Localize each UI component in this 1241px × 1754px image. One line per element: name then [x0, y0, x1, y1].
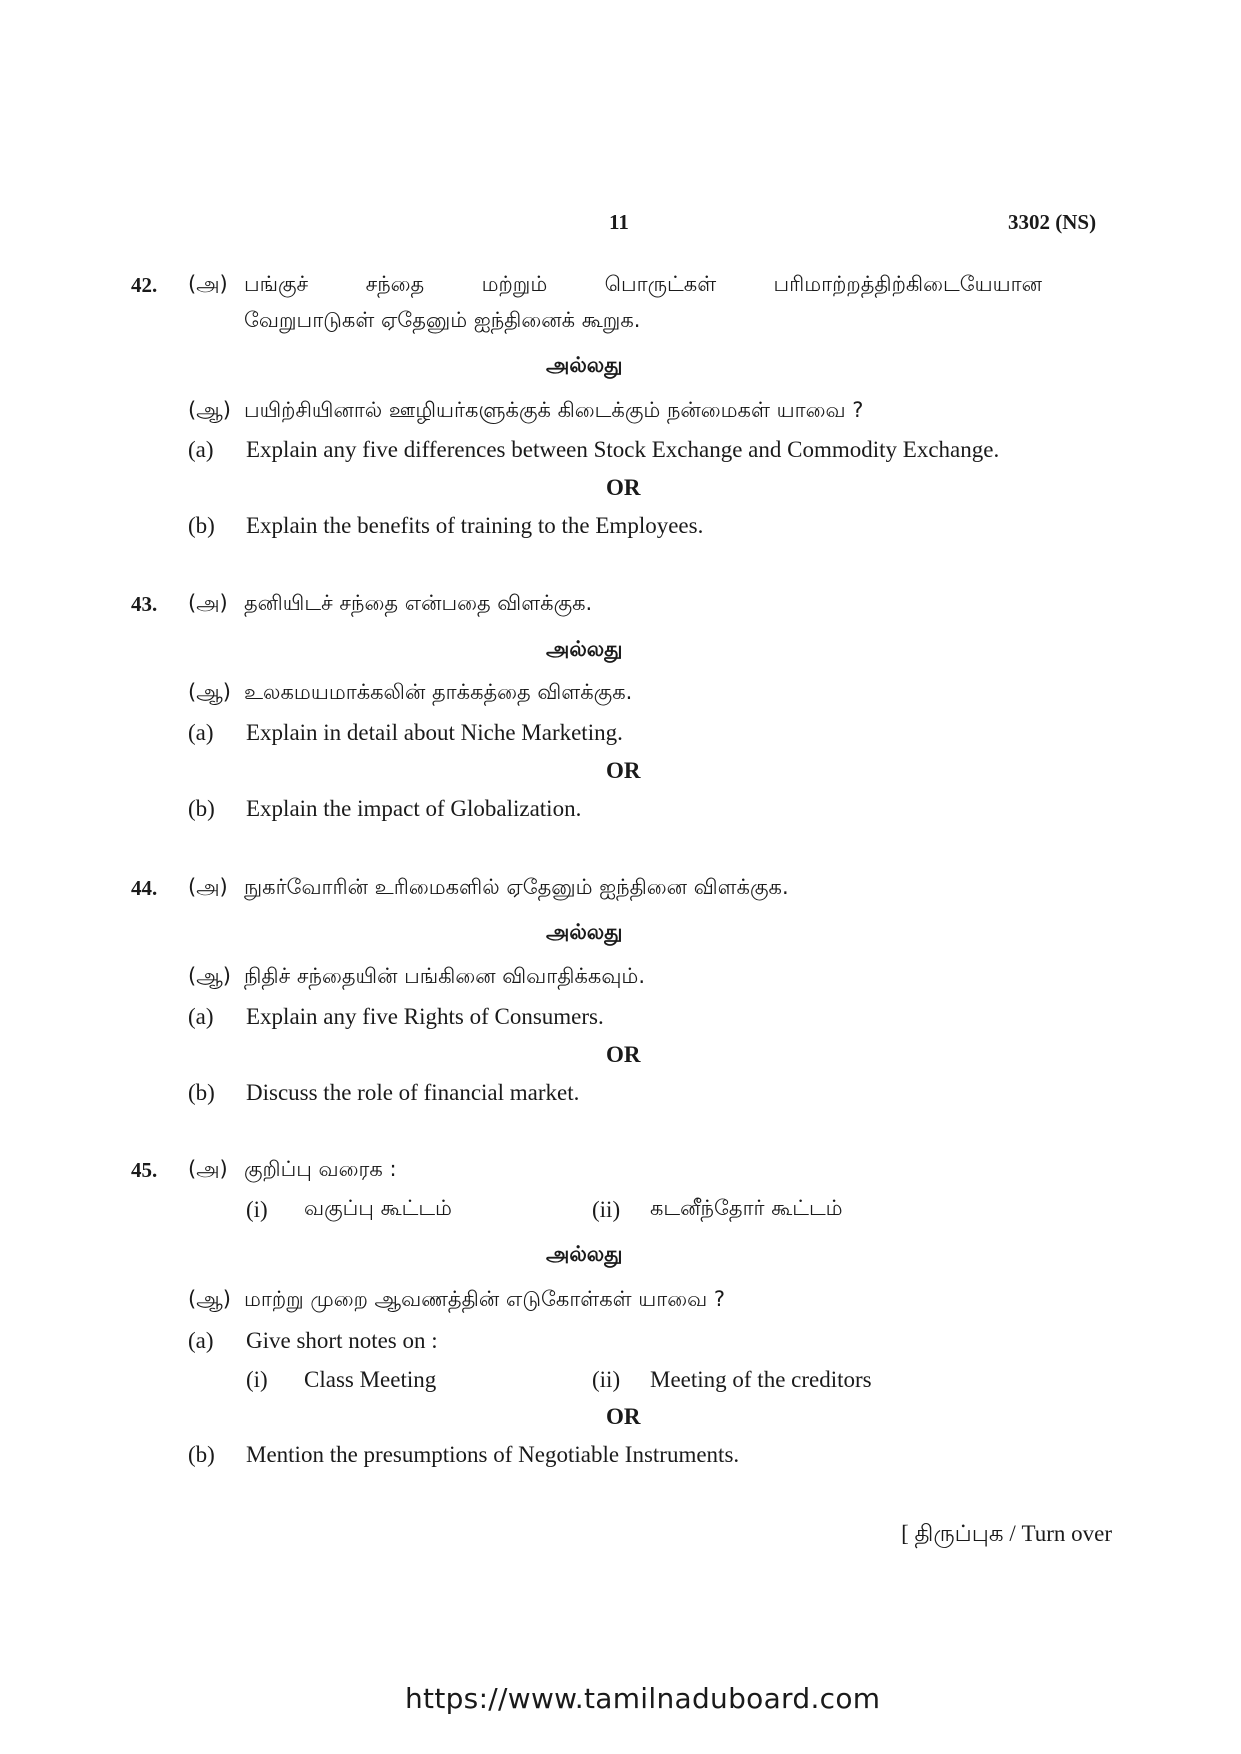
paper-code: 3302 (NS)	[1008, 210, 1097, 234]
english-option-a-marker: (a)	[188, 1004, 214, 1029]
tamil-option-a-marker: (அ)	[188, 591, 228, 615]
word: பொருட்கள்	[604, 272, 717, 296]
page-number: 11	[609, 210, 629, 234]
tamil-option-a-marker: (அ)	[188, 1157, 228, 1181]
english-option-b: Explain the benefits of training to the Employees.	[246, 513, 704, 538]
question-number: 44.	[131, 876, 158, 900]
english-sub-item: Class Meeting	[304, 1367, 437, 1392]
english-option-a-marker: (a)	[188, 720, 214, 745]
tamil-option-b: உலகமயமாக்கலின் தாக்கத்தை விளக்குக.	[244, 680, 633, 704]
tamil-option-b-marker: (ஆ)	[188, 680, 231, 704]
tamil-option-b-marker: (ஆ)	[188, 398, 231, 422]
english-option-a: Explain any five differences between Stock Exchange and Commodity Exchange.	[246, 437, 1000, 462]
english-option-b: Discuss the role of financial market.	[246, 1080, 580, 1105]
tamil-option-b: நிதிச் சந்தையின் பங்கினை விவாதிக்கவும்.	[244, 964, 645, 988]
tamil-option-a: தனியிடச் சந்தை என்பதை விளக்குக.	[244, 591, 593, 615]
english-option-a-marker: (a)	[188, 1328, 214, 1353]
english-option-b: Explain the impact of Globalization.	[246, 796, 582, 821]
tamil-or-separator: அல்லது	[546, 920, 623, 944]
tamil-or-separator: அல்லது	[546, 1242, 623, 1266]
website-url[interactable]: https://www.tamilnaduboard.com	[405, 1682, 881, 1715]
question-number: 42.	[131, 273, 158, 297]
english-option-b-marker: (b)	[188, 796, 215, 821]
english-sub-item-marker: (ii)	[592, 1367, 621, 1392]
tamil-option-b: மாற்று முறை ஆவணத்தின் எடுகோள்கள் யாவை ?	[244, 1287, 726, 1311]
tamil-option-a: குறிப்பு வரைக :	[244, 1157, 397, 1181]
tamil-option-a-marker: (அ)	[188, 875, 228, 899]
question-number: 45.	[131, 1158, 158, 1182]
english-option-a: Explain in detail about Niche Marketing.	[246, 720, 623, 745]
english-sub-item: Meeting of the creditors	[650, 1367, 872, 1392]
english-option-a: Explain any five Rights of Consumers.	[246, 1004, 604, 1029]
tamil-option-a-marker: (அ)	[188, 272, 228, 296]
tamil-option-a: நுகர்வோரின் உரிமைகளில் ஏதேனும் ஐந்தினை விளக்குக.	[244, 875, 789, 899]
turn-over-note: [ திருப்புக / Turn over	[901, 1521, 1112, 1546]
tamil-or-separator: அல்லது	[546, 637, 623, 661]
english-option-b-marker: (b)	[188, 1442, 215, 1467]
tamil-or-separator: அல்லது	[546, 353, 623, 377]
word: பரிமாற்றத்திற்கிடையேயான	[773, 272, 1042, 296]
or-separator: OR	[606, 1404, 641, 1429]
or-separator: OR	[606, 758, 641, 783]
tamil-sub-item: கடனீந்தோர் கூட்டம்	[650, 1196, 843, 1220]
english-option-a-marker: (a)	[188, 437, 214, 462]
tamil-option-a-line2: வேறுபாடுகள் ஏதேனும் ஐந்தினைக் கூறுக.	[244, 308, 641, 332]
word: பங்குச்	[244, 272, 309, 296]
word: சந்தை	[365, 272, 425, 296]
or-separator: OR	[606, 475, 641, 500]
word: மற்றும்	[481, 272, 548, 296]
english-option-b-marker: (b)	[188, 513, 215, 538]
tamil-sub-item: வகுப்பு கூட்டம்	[304, 1196, 452, 1220]
english-option-b-marker: (b)	[188, 1080, 215, 1105]
tamil-option-b: பயிற்சியினால் ஊழியர்களுக்குக் கிடைக்கும் நன்மைகள் யாவை ?	[244, 398, 864, 422]
question-number: 43.	[131, 592, 158, 616]
tamil-option-a-line1	[244, 274, 1042, 295]
tamil-sub-item-marker: (i)	[246, 1197, 268, 1222]
tamil-option-b-marker: (ஆ)	[188, 964, 231, 988]
or-separator: OR	[606, 1042, 641, 1067]
english-sub-item-marker: (i)	[246, 1367, 268, 1392]
tamil-option-b-marker: (ஆ)	[188, 1287, 231, 1311]
english-option-a: Give short notes on :	[246, 1328, 438, 1353]
tamil-sub-item-marker: (ii)	[592, 1197, 621, 1222]
english-option-b: Mention the presumptions of Negotiable Instruments.	[246, 1442, 740, 1467]
